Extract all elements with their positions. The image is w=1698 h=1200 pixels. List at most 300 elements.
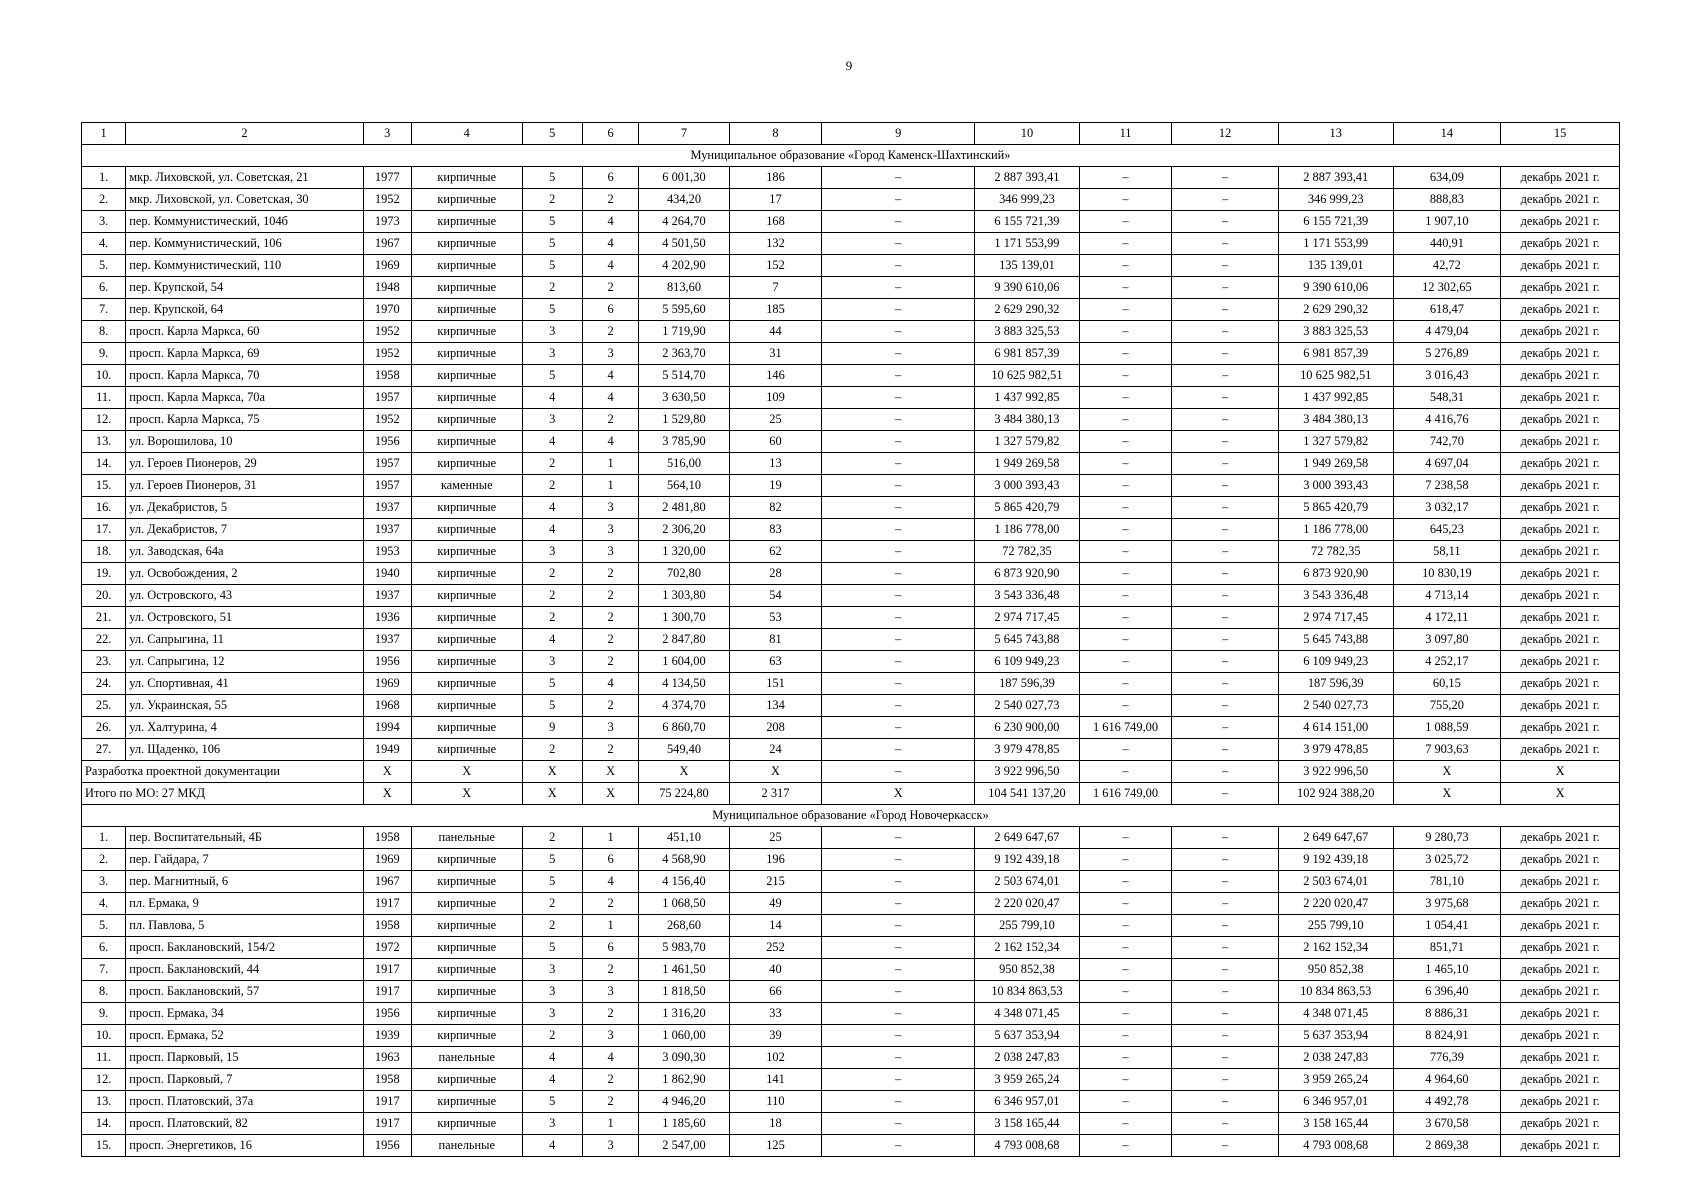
cell-col-14: 548,31 — [1393, 387, 1501, 409]
cell-col-11: – — [1079, 299, 1172, 321]
cell-col-2: ул. Заводская, 64а — [126, 541, 363, 563]
cell-col-12: – — [1172, 739, 1279, 761]
cell-col-11: – — [1079, 277, 1172, 299]
cell-col-10: 187 596,39 — [975, 673, 1080, 695]
cell-col-4: кирпичные — [411, 519, 522, 541]
cell-col-3: 1969 — [363, 849, 411, 871]
cell-col-11: – — [1079, 651, 1172, 673]
cell-col-2: ул. Халтурина, 4 — [126, 717, 363, 739]
cell-col-6: 1 — [582, 1113, 638, 1135]
cell-col-15: декабрь 2021 г. — [1501, 871, 1620, 893]
cell-col-11: – — [1079, 475, 1172, 497]
cell-col-2: просп. Ермака, 52 — [126, 1025, 363, 1047]
cell-col-6: 4 — [582, 255, 638, 277]
cell-col-7: 5 983,70 — [639, 937, 730, 959]
cell-col-8: 110 — [729, 1091, 822, 1113]
cell-col-4: кирпичные — [411, 1069, 522, 1091]
cell-col-14: 4 697,04 — [1393, 453, 1501, 475]
cell-col-3: 1937 — [363, 629, 411, 651]
cell-col-15: декабрь 2021 г. — [1501, 585, 1620, 607]
cell-col-11: – — [1079, 981, 1172, 1003]
section-header-row — [82, 805, 1620, 827]
cell-col-2: просп. Карла Маркса, 70а — [126, 387, 363, 409]
cell-col-12: – — [1172, 321, 1279, 343]
cell-col-2: просп. Баклановский, 44 — [126, 959, 363, 981]
cell-col-13: 2 038 247,83 — [1278, 1047, 1393, 1069]
cell-col-8: 31 — [729, 343, 822, 365]
cell-col-9: – — [822, 981, 975, 1003]
cell-col-8: 146 — [729, 365, 822, 387]
cell-col-2: мкр. Лиховской, ул. Советская, 30 — [126, 189, 363, 211]
cell-col-15: декабрь 2021 г. — [1501, 321, 1620, 343]
cell-col-7: 1 068,50 — [639, 893, 730, 915]
cell-col-15: декабрь 2021 г. — [1501, 211, 1620, 233]
cell-col-4: кирпичные — [411, 211, 522, 233]
cell-col-1: 14. — [82, 453, 126, 475]
cell-col-14: 3 097,80 — [1393, 629, 1501, 651]
cell-col-5: 5 — [522, 211, 582, 233]
cell-col-5: 2 — [522, 563, 582, 585]
cell-col-13: 10 834 863,53 — [1278, 981, 1393, 1003]
cell-col-15: декабрь 2021 г. — [1501, 343, 1620, 365]
cell-col-5: 2 — [522, 1025, 582, 1047]
cell-col-7: 1 461,50 — [639, 959, 730, 981]
cell-col-9: – — [822, 343, 975, 365]
cell-col-12: – — [1172, 365, 1279, 387]
cell-col-12: – — [1172, 1069, 1279, 1091]
cell-col-5: 4 — [522, 1047, 582, 1069]
cell-col-7: 1 185,60 — [639, 1113, 730, 1135]
section-title: Муниципальное образование «Город Каменск-Шахтинский» — [82, 145, 1620, 167]
cell-col-11: – — [1079, 695, 1172, 717]
cell-col-12: – — [1172, 233, 1279, 255]
cell-col-5: 3 — [522, 1113, 582, 1135]
cell-col-1: 15. — [82, 1135, 126, 1157]
cell-col-3: 1958 — [363, 365, 411, 387]
cell-col-12: – — [1172, 167, 1279, 189]
cell-col-12: – — [1172, 475, 1279, 497]
cell-col-15: декабрь 2021 г. — [1501, 387, 1620, 409]
cell-col-11: – — [1079, 387, 1172, 409]
cell-col-1: 7. — [82, 959, 126, 981]
cell-col-12: – — [1172, 981, 1279, 1003]
cell-col-8: 185 — [729, 299, 822, 321]
column-number-5: 5 — [522, 123, 582, 145]
cell-col-2: ул. Освобождения, 2 — [126, 563, 363, 585]
cell-col-9: – — [822, 453, 975, 475]
cell-col-13: 3 883 325,53 — [1278, 321, 1393, 343]
cell-col-3: X — [363, 783, 411, 805]
cell-col-9: – — [822, 717, 975, 739]
cell-col-9: – — [822, 409, 975, 431]
cell-col-4: кирпичные — [411, 1113, 522, 1135]
cell-col-2: просп. Парковый, 7 — [126, 1069, 363, 1091]
cell-col-6: 2 — [582, 277, 638, 299]
cell-col-2: ул. Сапрыгина, 11 — [126, 629, 363, 651]
cell-col-7: 1 316,20 — [639, 1003, 730, 1025]
cell-col-9: – — [822, 827, 975, 849]
cell-col-15: декабрь 2021 г. — [1501, 915, 1620, 937]
cell-col-4: кирпичные — [411, 585, 522, 607]
column-number-15: 15 — [1501, 123, 1620, 145]
table-row — [82, 651, 1620, 673]
cell-col-3: 1967 — [363, 871, 411, 893]
cell-col-8: 63 — [729, 651, 822, 673]
cell-col-10: 3 922 996,50 — [975, 761, 1080, 783]
cell-col-1: 2. — [82, 849, 126, 871]
cell-col-3: 1958 — [363, 827, 411, 849]
cell-col-15: декабрь 2021 г. — [1501, 1069, 1620, 1091]
cell-col-2: просп. Ермака, 34 — [126, 1003, 363, 1025]
cell-col-5: 2 — [522, 607, 582, 629]
cell-col-8: 132 — [729, 233, 822, 255]
cell-col-13: 1 437 992,85 — [1278, 387, 1393, 409]
cell-col-8: 39 — [729, 1025, 822, 1047]
cell-col-14: 4 964,60 — [1393, 1069, 1501, 1091]
table-row — [82, 1003, 1620, 1025]
cell-col-8: 53 — [729, 607, 822, 629]
cell-col-13: 5 645 743,88 — [1278, 629, 1393, 651]
cell-col-2: ул. Спортивная, 41 — [126, 673, 363, 695]
cell-col-10: 950 852,38 — [975, 959, 1080, 981]
cell-col-4: панельные — [411, 1135, 522, 1157]
table-row — [82, 1047, 1620, 1069]
cell-col-11: – — [1079, 893, 1172, 915]
cell-col-13: 10 625 982,51 — [1278, 365, 1393, 387]
cell-col-3: 1968 — [363, 695, 411, 717]
cell-col-15: декабрь 2021 г. — [1501, 1135, 1620, 1157]
cell-col-12: – — [1172, 1003, 1279, 1025]
cell-col-15: декабрь 2021 г. — [1501, 475, 1620, 497]
cell-col-5: 5 — [522, 167, 582, 189]
cell-col-2: ул. Героев Пионеров, 31 — [126, 475, 363, 497]
cell-col-7: 564,10 — [639, 475, 730, 497]
cell-col-13: 3 922 996,50 — [1278, 761, 1393, 783]
cell-col-5: 5 — [522, 365, 582, 387]
cell-col-13: 255 799,10 — [1278, 915, 1393, 937]
cell-col-4: кирпичные — [411, 673, 522, 695]
cell-col-9: – — [822, 167, 975, 189]
table-row — [82, 343, 1620, 365]
cell-col-7: 1 303,80 — [639, 585, 730, 607]
cell-col-14: 9 280,73 — [1393, 827, 1501, 849]
cell-col-3: 1963 — [363, 1047, 411, 1069]
cell-col-15: декабрь 2021 г. — [1501, 717, 1620, 739]
cell-col-11: – — [1079, 563, 1172, 585]
cell-col-9: – — [822, 431, 975, 453]
cell-col-15: декабрь 2021 г. — [1501, 1025, 1620, 1047]
cell-col-13: 9 192 439,18 — [1278, 849, 1393, 871]
cell-col-15: декабрь 2021 г. — [1501, 1091, 1620, 1113]
cell-col-8: X — [729, 761, 822, 783]
cell-col-2: ул. Островского, 43 — [126, 585, 363, 607]
cell-col-10: 5 865 420,79 — [975, 497, 1080, 519]
cell-col-5: 2 — [522, 827, 582, 849]
cell-col-8: 82 — [729, 497, 822, 519]
cell-col-4: кирпичные — [411, 871, 522, 893]
cell-col-15: декабрь 2021 г. — [1501, 937, 1620, 959]
cell-col-11: – — [1079, 739, 1172, 761]
cell-col-12: – — [1172, 1113, 1279, 1135]
cell-col-9: – — [822, 695, 975, 717]
cell-col-2: просп. Карла Маркса, 70 — [126, 365, 363, 387]
table-row — [82, 981, 1620, 1003]
cell-col-4: кирпичные — [411, 365, 522, 387]
cell-col-6: 6 — [582, 937, 638, 959]
cell-col-14: X — [1393, 783, 1501, 805]
cell-col-3: 1957 — [363, 387, 411, 409]
table-row — [82, 255, 1620, 277]
cell-col-4: X — [411, 783, 522, 805]
cell-col-6: 2 — [582, 1069, 638, 1091]
cell-col-6: 1 — [582, 475, 638, 497]
cell-col-10: 2 038 247,83 — [975, 1047, 1080, 1069]
cell-col-9: – — [822, 1003, 975, 1025]
cell-col-12: – — [1172, 409, 1279, 431]
cell-col-9: – — [822, 277, 975, 299]
cell-col-9: – — [822, 651, 975, 673]
cell-col-8: 215 — [729, 871, 822, 893]
section-title: Муниципальное образование «Город Новочеркасск» — [82, 805, 1620, 827]
cell-col-2: просп. Энергетиков, 16 — [126, 1135, 363, 1157]
cell-col-11: – — [1079, 1113, 1172, 1135]
cell-col-2: просп. Баклановский, 154/2 — [126, 937, 363, 959]
cell-col-5: 5 — [522, 299, 582, 321]
cell-col-15: декабрь 2021 г. — [1501, 431, 1620, 453]
cell-col-15: декабрь 2021 г. — [1501, 673, 1620, 695]
cell-col-10: 1 327 579,82 — [975, 431, 1080, 453]
cell-col-13: 6 981 857,39 — [1278, 343, 1393, 365]
column-number-11: 11 — [1079, 123, 1172, 145]
cell-col-5: 4 — [522, 519, 582, 541]
cell-col-7: 4 374,70 — [639, 695, 730, 717]
cell-col-14: 888,83 — [1393, 189, 1501, 211]
cell-col-3: 1937 — [363, 497, 411, 519]
cell-col-4: кирпичные — [411, 629, 522, 651]
cell-col-6: 1 — [582, 827, 638, 849]
cell-col-9: – — [822, 387, 975, 409]
cell-col-11: – — [1079, 827, 1172, 849]
cell-col-15: декабрь 2021 г. — [1501, 563, 1620, 585]
cell-col-3: 1969 — [363, 255, 411, 277]
cell-col-8: 19 — [729, 475, 822, 497]
cell-col-11: – — [1079, 1003, 1172, 1025]
cell-col-4: кирпичные — [411, 1003, 522, 1025]
cell-col-14: 4 252,17 — [1393, 651, 1501, 673]
cell-col-4: кирпичные — [411, 607, 522, 629]
cell-col-11: – — [1079, 673, 1172, 695]
cell-col-12: – — [1172, 563, 1279, 585]
cell-col-12: – — [1172, 277, 1279, 299]
cell-col-1: 17. — [82, 519, 126, 541]
cell-col-7: 4 264,70 — [639, 211, 730, 233]
cell-col-8: 17 — [729, 189, 822, 211]
cell-col-14: 618,47 — [1393, 299, 1501, 321]
cell-col-5: 3 — [522, 541, 582, 563]
cell-col-6: 3 — [582, 981, 638, 1003]
table-row — [82, 453, 1620, 475]
cell-col-14: 4 713,14 — [1393, 585, 1501, 607]
column-number-6: 6 — [582, 123, 638, 145]
cell-col-11: – — [1079, 629, 1172, 651]
column-number-4: 4 — [411, 123, 522, 145]
cell-col-5: 3 — [522, 959, 582, 981]
cell-col-3: 1967 — [363, 233, 411, 255]
cell-col-8: 152 — [729, 255, 822, 277]
cell-col-12: – — [1172, 585, 1279, 607]
cell-col-4: кирпичные — [411, 167, 522, 189]
cell-col-4: кирпичные — [411, 255, 522, 277]
cell-col-3: 1956 — [363, 1135, 411, 1157]
cell-col-1: 27. — [82, 739, 126, 761]
cell-col-11: – — [1079, 167, 1172, 189]
cell-col-4: кирпичные — [411, 981, 522, 1003]
cell-col-10: 2 887 393,41 — [975, 167, 1080, 189]
cell-col-13: 6 346 957,01 — [1278, 1091, 1393, 1113]
cell-col-6: 2 — [582, 409, 638, 431]
cell-col-14: 4 479,04 — [1393, 321, 1501, 343]
cell-col-13: 2 629 290,32 — [1278, 299, 1393, 321]
cell-col-15: декабрь 2021 г. — [1501, 497, 1620, 519]
cell-col-3: 1969 — [363, 673, 411, 695]
cell-col-7: 434,20 — [639, 189, 730, 211]
cell-col-12: – — [1172, 651, 1279, 673]
cell-col-9: – — [822, 255, 975, 277]
cell-col-9: – — [822, 1069, 975, 1091]
cell-col-13: 4 614 151,00 — [1278, 717, 1393, 739]
cell-col-14: 12 302,65 — [1393, 277, 1501, 299]
cell-col-10: 3 484 380,13 — [975, 409, 1080, 431]
cell-col-10: 3 158 165,44 — [975, 1113, 1080, 1135]
cell-col-4: кирпичные — [411, 431, 522, 453]
cell-col-7: 1 719,90 — [639, 321, 730, 343]
column-number-8: 8 — [729, 123, 822, 145]
cell-col-12: – — [1172, 915, 1279, 937]
cell-col-14: 440,91 — [1393, 233, 1501, 255]
cell-col-5: 5 — [522, 695, 582, 717]
cell-col-15: декабрь 2021 г. — [1501, 629, 1620, 651]
cell-col-4: панельные — [411, 1047, 522, 1069]
cell-col-11: – — [1079, 959, 1172, 981]
cell-col-5: 5 — [522, 937, 582, 959]
cell-col-6: 4 — [582, 673, 638, 695]
table-row — [82, 607, 1620, 629]
table-row — [82, 629, 1620, 651]
cell-col-15: декабрь 2021 г. — [1501, 827, 1620, 849]
table-row — [82, 849, 1620, 871]
cell-col-9: – — [822, 365, 975, 387]
cell-col-7: 1 320,00 — [639, 541, 730, 563]
cell-col-10: 2 220 020,47 — [975, 893, 1080, 915]
cell-col-12: – — [1172, 431, 1279, 453]
cell-col-6: 4 — [582, 365, 638, 387]
cell-col-7: 4 134,50 — [639, 673, 730, 695]
cell-col-13: 2 540 027,73 — [1278, 695, 1393, 717]
cell-col-7: 2 306,20 — [639, 519, 730, 541]
cell-col-6: 3 — [582, 541, 638, 563]
cell-col-7: 2 481,80 — [639, 497, 730, 519]
cell-col-12: – — [1172, 629, 1279, 651]
cell-col-14: 8 886,31 — [1393, 1003, 1501, 1025]
cell-col-11: – — [1079, 453, 1172, 475]
cell-col-14: 7 238,58 — [1393, 475, 1501, 497]
cell-col-8: 2 317 — [729, 783, 822, 805]
cell-col-1: 9. — [82, 343, 126, 365]
cell-col-3: 1953 — [363, 541, 411, 563]
cell-col-3: 1952 — [363, 343, 411, 365]
cell-col-6: 2 — [582, 321, 638, 343]
cell-col-11: – — [1079, 519, 1172, 541]
cell-col-14: 1 054,41 — [1393, 915, 1501, 937]
table-row — [82, 189, 1620, 211]
cell-col-4: кирпичные — [411, 893, 522, 915]
cell-col-10: 6 109 949,23 — [975, 651, 1080, 673]
cell-col-3: 1939 — [363, 1025, 411, 1047]
cell-col-13: 3 543 336,48 — [1278, 585, 1393, 607]
cell-col-1: 20. — [82, 585, 126, 607]
cell-col-12: – — [1172, 673, 1279, 695]
cell-col-5: 3 — [522, 343, 582, 365]
cell-col-7: 813,60 — [639, 277, 730, 299]
cell-col-14: 776,39 — [1393, 1047, 1501, 1069]
cell-col-5: 9 — [522, 717, 582, 739]
cell-col-5: 4 — [522, 431, 582, 453]
cell-col-3: 1957 — [363, 475, 411, 497]
cell-col-4: панельные — [411, 827, 522, 849]
cell-col-5: 5 — [522, 849, 582, 871]
cell-col-15: декабрь 2021 г. — [1501, 893, 1620, 915]
cell-col-6: 6 — [582, 849, 638, 871]
cell-col-4: кирпичные — [411, 277, 522, 299]
table-row — [82, 475, 1620, 497]
cell-col-10: 6 346 957,01 — [975, 1091, 1080, 1113]
cell-col-15: декабрь 2021 г. — [1501, 233, 1620, 255]
cell-col-2: просп. Карла Маркса, 60 — [126, 321, 363, 343]
cell-col-10: 1 949 269,58 — [975, 453, 1080, 475]
cell-col-1: 25. — [82, 695, 126, 717]
cell-col-6: 2 — [582, 563, 638, 585]
cell-col-3: 1917 — [363, 1091, 411, 1113]
cell-col-2: пер. Крупской, 64 — [126, 299, 363, 321]
cell-col-10: 346 999,23 — [975, 189, 1080, 211]
cell-col-5: 4 — [522, 629, 582, 651]
cell-col-3: 1973 — [363, 211, 411, 233]
cell-col-2: пер. Гайдара, 7 — [126, 849, 363, 871]
cell-col-13: 102 924 388,20 — [1278, 783, 1393, 805]
cell-col-14: 781,10 — [1393, 871, 1501, 893]
cell-col-2: ул. Героев Пионеров, 29 — [126, 453, 363, 475]
cell-col-6: 2 — [582, 1003, 638, 1025]
cell-col-1: 1. — [82, 827, 126, 849]
cell-col-7: 4 202,90 — [639, 255, 730, 277]
cell-col-8: 40 — [729, 959, 822, 981]
summary-label: Разработка проектной документации — [82, 761, 364, 783]
cell-col-7: 2 363,70 — [639, 343, 730, 365]
cell-col-3: 1970 — [363, 299, 411, 321]
cell-col-11: – — [1079, 189, 1172, 211]
cell-col-8: 49 — [729, 893, 822, 915]
cell-col-9: – — [822, 1135, 975, 1157]
cell-col-12: – — [1172, 387, 1279, 409]
column-number-10: 10 — [975, 123, 1080, 145]
cell-col-11: 1 616 749,00 — [1079, 717, 1172, 739]
cell-col-1: 4. — [82, 893, 126, 915]
cell-col-14: 58,11 — [1393, 541, 1501, 563]
cell-col-1: 18. — [82, 541, 126, 563]
cell-col-13: 1 949 269,58 — [1278, 453, 1393, 475]
cell-col-14: 10 830,19 — [1393, 563, 1501, 585]
cell-col-4: кирпичные — [411, 497, 522, 519]
